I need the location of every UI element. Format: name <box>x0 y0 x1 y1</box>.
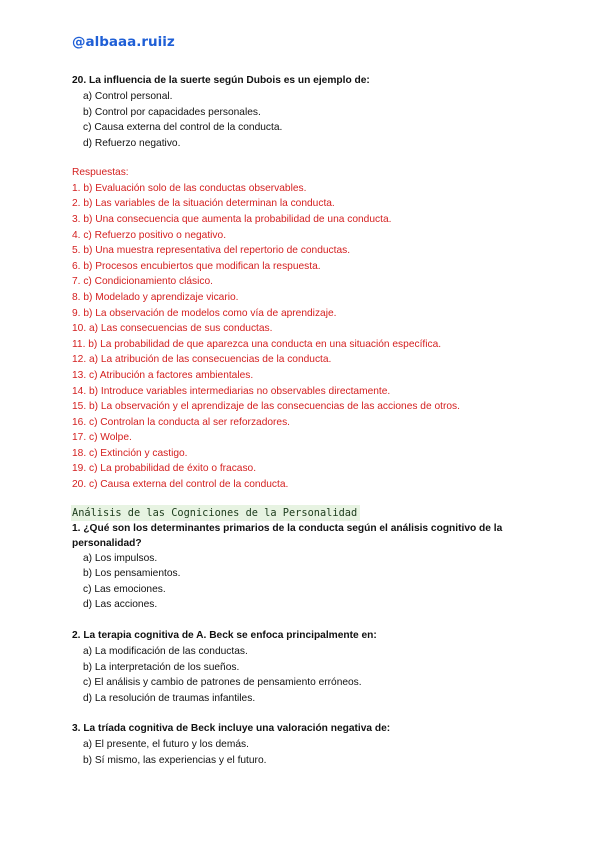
answer-item: 1. b) Evaluación solo de las conductas observables. <box>72 182 307 194</box>
answer-item: 8. b) Modelado y aprendizaje vicario. <box>72 291 239 303</box>
answer-item: 15. b) La observación y el aprendizaje de las consecuencias de las acciones de otros. <box>72 401 460 413</box>
question-1 <box>72 521 542 613</box>
author-handle: @albaaa.ruiiz <box>72 34 175 50</box>
answer-item: 9. b) La observación de modelos como vía de aprendizaje. <box>72 307 337 319</box>
option-d: d) Las acciones. <box>83 599 158 611</box>
answer-item: 18. c) Extinción y castigo. <box>72 447 188 459</box>
option-d: d) La resolución de traumas infantiles. <box>83 692 256 704</box>
answer-item: 3. b) Una consecuencia que aumenta la probabilidad de una conducta. <box>72 213 392 225</box>
answer-item: 12. a) La atribución de las consecuencias de la conducta. <box>72 354 332 366</box>
answer-item: 4. c) Refuerzo positivo o negativo. <box>72 229 227 241</box>
question-title: 3. La tríada cognitiva de Beck incluye una valoración negativa de: <box>72 723 391 735</box>
answer-item: 13. c) Atribución a factores ambientales. <box>72 369 254 381</box>
answer-item: 17. c) Wolpe. <box>72 432 132 444</box>
answer-item: 20. c) Causa externa del control de la conducta. <box>72 479 289 491</box>
option-a: a) La modificación de las conductas. <box>83 646 248 658</box>
answer-item: 2. b) Las variables de la situación determinan la conducta. <box>72 198 335 210</box>
option-c: c) El análisis y cambio de patrones de pensamiento erróneos. <box>83 677 362 689</box>
spacer <box>72 706 542 720</box>
option-a: a) Los impulsos. <box>83 552 158 564</box>
option-a: a) El presente, el futuro y los demás. <box>83 739 249 751</box>
answer-item: 5. b) Una muestra representativa del repertorio de conductas. <box>72 245 351 257</box>
option-c: c) Causa externa del control de la conducta. <box>83 122 283 134</box>
option-a: a) Control personal. <box>83 91 173 102</box>
spacer <box>72 613 542 627</box>
option-b: b) Sí mismo, las experiencias y el futuro. <box>83 755 267 766</box>
question-20 <box>72 72 542 151</box>
document-content <box>72 72 542 769</box>
question-title: 1. ¿Qué son los determinantes primarios de la conducta según el análisis cognitivo de la personalidad? <box>72 522 503 549</box>
answers-block <box>72 165 542 492</box>
answer-item: 19. c) La probabilidad de éxito o fracaso. <box>72 463 257 475</box>
answer-item: 16. c) Controlan la conducta al ser reforzadores. <box>72 416 291 428</box>
answer-item: 6. b) Procesos encubiertos que modifican la respuesta. <box>72 260 321 272</box>
question-3 <box>72 720 542 768</box>
option-d: d) Refuerzo negativo. <box>83 137 181 149</box>
option-b: b) Los pensamientos. <box>83 568 181 580</box>
answer-item: 7. c) Condicionamiento clásico. <box>72 276 213 288</box>
option-b: b) Control por capacidades personales. <box>83 106 261 118</box>
answer-item: 14. b) Introduce variables intermediarias no observables directamente. <box>72 385 391 397</box>
option-c: c) Las emociones. <box>83 583 166 595</box>
answers-heading: Respuestas: <box>72 167 129 179</box>
question-title: 2. La terapia cognitiva de A. Beck se enfoca principalmente en: <box>72 630 377 642</box>
question-title: 20. La influencia de la suerte según Dubois es un ejemplo de: <box>72 75 370 86</box>
answer-item: 11. b) La probabilidad de que aparezca una conducta en una situación específica. <box>72 338 442 350</box>
option-b: b) La interpretación de los sueños. <box>83 661 240 673</box>
answer-item: 10. a) Las consecuencias de sus conductas. <box>72 323 273 335</box>
question-2 <box>72 627 542 706</box>
section-heading: Análisis de las Cogniciones de la Personalidad <box>71 505 360 521</box>
